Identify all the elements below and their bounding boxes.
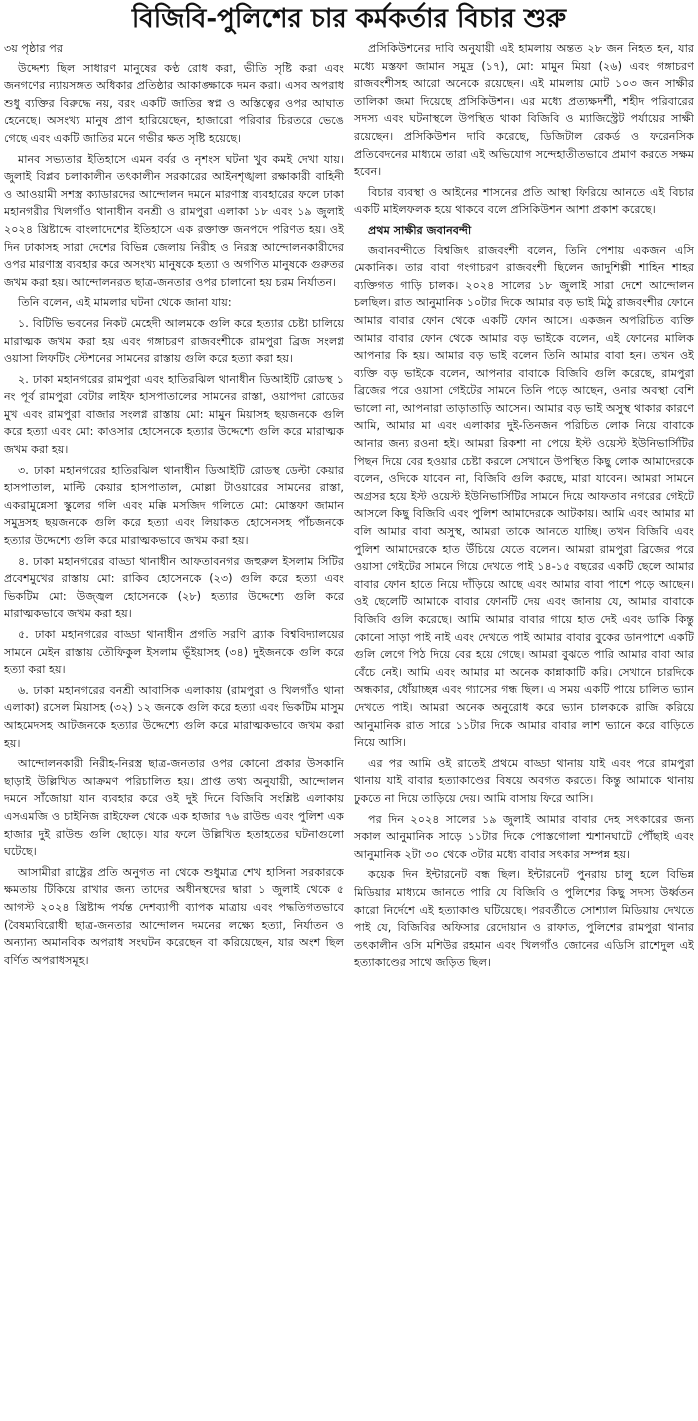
paragraph: কয়েক দিন ইন্টারনেট বন্ধ ছিল। ইন্টারনেট পুনরায় চালু হলে বিভিন্ন মিডিয়ার মাধ্যমে জানতে পারি যে বিজিবি ও পুলিশের কিছু সদস্য উর্ধ্বতন কারো নির্দেশে এই হত্যাকাণ্ড ঘটিয়েছে। পরবর্তীতে সোশ্যাল মিডিয়ায় দেখতে পাই যে, বিজিবির অফিসার রেদোয়ান ও রাফাত, পুলিশের রামপুরা থানার তৎকালীন ওসি মশিউর রহমান এবং খিলগাঁও জোনের এডিসি রাশেদুল এই হত্যাকাণ্ডের সাথে জড়িত ছিল। <box>354 868 694 970</box>
paragraph: ৫. ঢাকা মহানগরের বাড্ডা থানাধীন প্রগতি সরণি ব্র্যাক বিশ্ববিদ্যালয়ের সামনে মেইন রাস্তায় তৌফিকুল ইসলাম ভূঁইয়াসহ (৩৪) দুইজনকে গুলি করে হত্যা করা হয়। <box>4 628 344 677</box>
right-column <box>354 40 694 1418</box>
paragraph: আন্দোলনকারী নিরীহ-নিরস্ত্র ছাত্র-জনতার ওপর কোনো প্রকার উসকানি ছাড়াই উল্লিখিত আক্রমণ পরিচালিত হয়। প্রাপ্ত তথ্য অনুযায়ী, আন্দোলন দমনে সাঁজোয়া যান ব্যবহার করে ওই দুই দিনে বিজিবি সংশ্লিষ্ট এলাকায় এসএমজি ও চাইনিজ রাইফেল থেকে এক হাজার ৭৬ রাউন্ড এবং পুলিশ এক হাজার দুই রাউন্ড গুলি ছোড়ে। যার ফলে উল্লিখিত হতাহতের ঘটনাগুলো ঘটেছে। <box>4 757 344 859</box>
paragraph: মানব সভ্যতার ইতিহাসে এমন বর্বর ও নৃশংস ঘটনা খুব কমই দেখা যায়। জুলাই বিপ্লব চলাকালীন তৎকালীন সরকারের আইনশৃঙ্খলা রক্ষাকারী বাহিনী ও আওয়ামী সশস্ত্র ক্যাডারদের আন্দোলন দমনে মারণাস্ত্র ব্যবহারের ফলে ঢাকা মহানগরীর খিলগাঁও থানাধীন বনশ্রী ও রামপুরা এলাকা ১৮ এবং ১৯ জুলাই ২০২৪ খ্রিষ্টাব্দে বাংলাদেশের ইতিহাসে এক রক্তাক্ত জনপদে পরিণত হয়। ওই দিন ঢাকাসহ সারা দেশের বিভিন্ন জেলায় নিরীহ ও নিরস্ত্র আন্দোলনকারীদের ওপর মারণাস্ত্র ব্যবহার করে অসংখ্য মানুষকে হত্যা ও অগণিত মানুষকে গুরুতর জখম করা হয়। আন্দোলনরত ছাত্র-জনতার ওপর চালানো হয় চরম নির্যাতন। <box>4 152 344 289</box>
section-subhead: প্রথম সাক্ষীর জবানবন্দী <box>368 223 472 237</box>
left-column <box>4 40 344 1418</box>
paragraph: ৪. ঢাকা মহানগরের বাড্ডা থানাধীন আফতাবনগর জহুরুল ইসলাম সিটির প্রবেশমুখের রাস্তায় মো: রাকিব হোসেনকে (২৩) গুলি করে হত্যা এবং ভিকটিম মো: উজ্জ্বল হোসেনকে (২৮) হত্যার উদ্দেশ্যে গুলি করে মারাত্মকভাবে জখম করা হয়। <box>4 554 344 621</box>
paragraph: প্রসিকিউশনের দাবি অনুযায়ী এই হামলায় অন্তত ২৮ জন নিহত হন, যার মধ্যে মস্তফা জামান সমুদ্র (১৭), মো: মামুন মিয়া (২৬) এবং গঙ্গাচরণ রাজবংশীসহ আরো অনেকে রয়েছেন। এই মামলায় মোট ১০৩ জন সাক্ষীর তালিকা জমা দিয়েছে প্রসিকিউশন। এর মধ্যে প্রত্যক্ষদর্শী, শহীদ পরিবারের সদস্য এবং ঘটনাস্থলে উপস্থিত থাকা বিজিবি ও ম্যাজিস্ট্রেট পর্যায়ের সাক্ষী রয়েছেন। প্রসিকিউশন দাবি করেছে, ডিজিটাল রেকর্ড ও ফরেনসিক প্রতিবেদনের মাধ্যমে তারা এই অভিযোগ সন্দেহাতীতভাবে প্রমাণ করতে সক্ষম হবেন। <box>354 42 694 179</box>
paragraph: পর দিন ২০২৪ সালের ১৯ জুলাই আমার বাবার দেহ সৎকারের জন্য সকাল আনুমানিক সাড়ে ১১টার দিকে পোস্তগোলা শ্মশানঘাটে পৌঁছাই এবং আনুমানিক ২টা ৩০ থেকে ৩টার মধ্যে বাবার সৎকার সম্পন্ন হয়। <box>354 812 694 861</box>
page-jump-note: ৩য় পৃষ্ঠার পর <box>4 42 64 55</box>
paragraph: ৩. ঢাকা মহানগরের হাতিরঝিল থানাধীন ডিআইটি রোডস্থ ডেল্টা কেয়ার হাসপাতাল, মাল্টি কেয়ার হাসপাতাল, মোল্লা টাওয়ারের সামনের রাস্তা, একরামুন্নেসা স্কুলের গলি এবং মক্কি মসজিদ গলিতে মো: মোস্তফা জামান সমুদ্রসহ ছয়জনকে গুলি করে হত্যা এবং লিয়াকত হোসেনসহ পাঁচজনকে হত্যার উদ্দেশ্যে গুলি করে মারাত্মকভাবে জখম করা হয়। <box>4 463 344 548</box>
paragraph: এর পর আমি ওই রাতেই প্রথমে বাড্ডা থানায় যাই এবং পরে রামপুরা থানায় যাই বাবার হত্যাকাণ্ডের বিষয়ে অবগত করতে। কিন্তু আমাকে থানায় ঢুকতে না দিয়ে তাড়িয়ে দেয়। আমি বাসায় ফিরে আসি। <box>354 756 694 805</box>
paragraph: জবানবন্দীতে বিশ্বজিৎ রাজবংশী বলেন, তিনি পেশায় একজন এসি মেকানিক। তার বাবা গংগাচরণ রাজবংশী ছিলেন জাদুশিল্পী শাহিন শাহর ব্যক্তিগত গাড়ি চালক। ২০২৪ সালের ১৮ জুলাই সারা দেশে আন্দোলন চলছিল। রাত আনুমানিক ১০টার দিকে আমার বড় ভাই মিঠু রাজবংশীর ফোনে আমার বাবার ফোন থেকে একটি ফোন আসে। একজন অপরিচিত ব্যক্তি আমার বাবার ফোন থেকে আমার বড় ভাইকে বলেন, এই ফোনের মালিক আপনার কি হয়। আমার বড় ভাই বলেন তিনি আমার বাবা হন। তখন ওই ব্যক্তি বড় ভাইকে বলেন, আপনার বাবাকে বিজিবি গুলি করেছে, রামপুরা ব্রিজের পরে ওয়াসা গেইটের সামনে তিনি পড়ে আছেন, ওনার অবস্থা বেশি ভালো না, আপনারা তাড়াতাড়ি আসেন। আমার বড় ভাই অসুস্থ থাকার কারণে আমি, আমার মা এবং এলাকার দুই-তিনজন পরিচিত লোক নিয়ে বাবাকে আনার জন্য রওনা হই। আমরা রিকশা না পেয়ে ইস্ট ওয়েস্ট ইউনিভার্সিটির পিছন দিয়ে বের হওয়ার চেষ্টা করলে সেখানে উপস্থিত কিছু লোক আমাদেরকে বলেন, ওদিকে যাবেন না, বিজিবি গুলি করছে, মারা যাবেন। আমরা সামনে অগ্রসর হয়ে ইস্ট ওয়েস্ট ইউনিভার্সিটির সামনে দিয়ে আফতাব নগরের গেইটে আসলে কিছু বিজিবি এবং পুলিশ আমাদেরকে আটকায়। আমি এবং আমার মা বলি আমার বাবা অসুস্থ, আমরা তাকে আনতে যাচ্ছি। তখন বিজিবি এবং পুলিশ আমাদেরকে হাত উঁচিয়ে যেতে বলেন। আমরা রামপুরা ব্রিজের পরে ওয়াসা গেইটের সামনে গিয়ে দেখতে পাই ১৪-১৫ বছরের একটি ছেলে আমার বাবার ফোন হাতে নিয়ে দাঁড়িয়ে আছে এবং আমার বাবা পাশে পড়ে আছেন। ওই ছেলেটি আমাকে বাবার ফোনটি দেয় এবং জানায় যে, আমার বাবাকে বিজিবি গুলি করেছে। আমি আমার বাবার গায়ে হাত দেই এবং ডাকি কিন্তু কোনো সাড়া পাই নাই এবং দেখতে পাই আমার বাবার বুকের ডানপাশে একটি গুলি লেগে পিঠ দিয়ে বের হয়ে গেছে। আমরা বুঝতে পারি আমার বাবা আর বেঁচে নেই। আমি এবং আমার মা অনেক কান্নাকাটি করি। সেখানে চারদিকে অন্ধকার, ধোঁয়াচ্ছন্ন এবং গ্যাসের গন্ধ ছিল। এ সময় একটি পায়ে চালিত ভ্যান দেখতে পাই। আমরা অনেক অনুরোধ করে ভ্যান চালককে রাজি করিয়ে আনুমানিক রাত সারে ১১টার দিকে আমার বাবার লাশ ভ্যানে করে বাড়িতে নিয়ে আসি। <box>354 243 694 750</box>
article-columns <box>4 40 694 1418</box>
paragraph: ৬. ঢাকা মহানগরের বনশ্রী আবাসিক এলাকায় (রামপুরা ও খিলগাঁও থানা এলাকা) রসেল মিয়াসহ (৩২) ১২ জনকে গুলি করে হত্যা এবং ভিকটিম মাসুম আহমেদসহ আটজনকে হত্যার উদ্দেশ্যে গুলি করে মারাত্মকভাবে জখম করা হয়। <box>4 683 344 750</box>
paragraph: ২. ঢাকা মহানগরের রামপুরা এবং হাতিরঝিল থানাধীন ডিআইটি রোডস্থ ১ নং পূর্ব রামপুরা বেটার লাইফ হাসপাতালের সামনের রাস্তা, ওয়াপদা রোডের মুখ এবং রামপুরা বাজার সংলগ্ন রাস্তায় মো: মামুন মিয়াসহ ছয়জনকে গুলি করে হত্যা এবং মো: কাওসার হোসেনকে হত্যার উদ্দেশ্যে গুলি করে মারাত্মক জখম করা হয়। <box>4 372 344 457</box>
paragraph: তিনি বলেন, এই মামলার ঘটনা থেকে জানা যায়: <box>18 296 232 310</box>
paragraph: উদ্দেশ্য ছিল সাধারণ মানুষের কণ্ঠ রোধ করা, ভীতি সৃষ্টি করা এবং জনগণের ন্যায়সঙ্গত অধিকার প্রতিষ্ঠার আকাঙ্ক্ষাকে দমন করা। এসব অপরাধ শুধু ব্যক্তির বিরুদ্ধে নয়, বরং একটি জাতির স্বপ্ন ও অস্তিত্বের ওপর আঘাত হেনেছে। অসংখ্য মানুষ প্রাণ হারিয়েছেন, হাজারো পরিবার চিরতরে ভেঙে গেছে এবং একটি জাতির মনে গভীর ক্ষত সৃষ্টি হয়েছে। <box>4 61 344 145</box>
paragraph: আসামীরা রাষ্ট্রের প্রতি অনুগত না থেকে শুধুমাত্র শেখ হাসিনা সরকারকে ক্ষমতায় টিকিয়ে রাখার জন্য তাদের অধীনস্থদের দ্বারা ১ জুলাই থেকে ৫ আগস্ট ২০২৪ খ্রিষ্টাব্দ পর্যন্ত দেশব্যাপী ব্যাপক মাত্রায় এবং পদ্ধতিগতভাবে (বৈষম্যবিরোধী ছাত্র-জনতার আন্দোলন দমনের লক্ষ্যে হত্যা, নির্যাতন ও অন্যান্য অমানবিক অপরাধ সংঘটন করেছেন বা করিয়েছেন, যার অংশ ছিল বর্ণিত অপরাধসমূহ। <box>4 865 344 967</box>
paragraph: বিচার ব্যবস্থা ও আইনের শাসনের প্রতি আস্থা ফিরিয়ে আনতে এই বিচার একটি মাইলফলক হয়ে থাকবে বলে প্রসিকিউশন আশা প্রকাশ করেছে। <box>354 185 694 217</box>
headline: বিজিবি-পুলিশের চার কর্মকর্তার বিচার শুরু <box>131 4 567 34</box>
paragraph: ১. বিটিভি ভবনের নিকট মেহেদী আলমকে গুলি করে হত্যার চেষ্টা চালিয়ে মারাত্মক জখম করা হয় এবং গঙ্গাচরণ রাজবংশীকে রামপুরা ব্রিজ সংলগ্ন ওয়াসা লিফটিং স্টেশনের সামনের রাস্তায় গুলি করে হত্যা করা হয়। <box>4 316 344 366</box>
